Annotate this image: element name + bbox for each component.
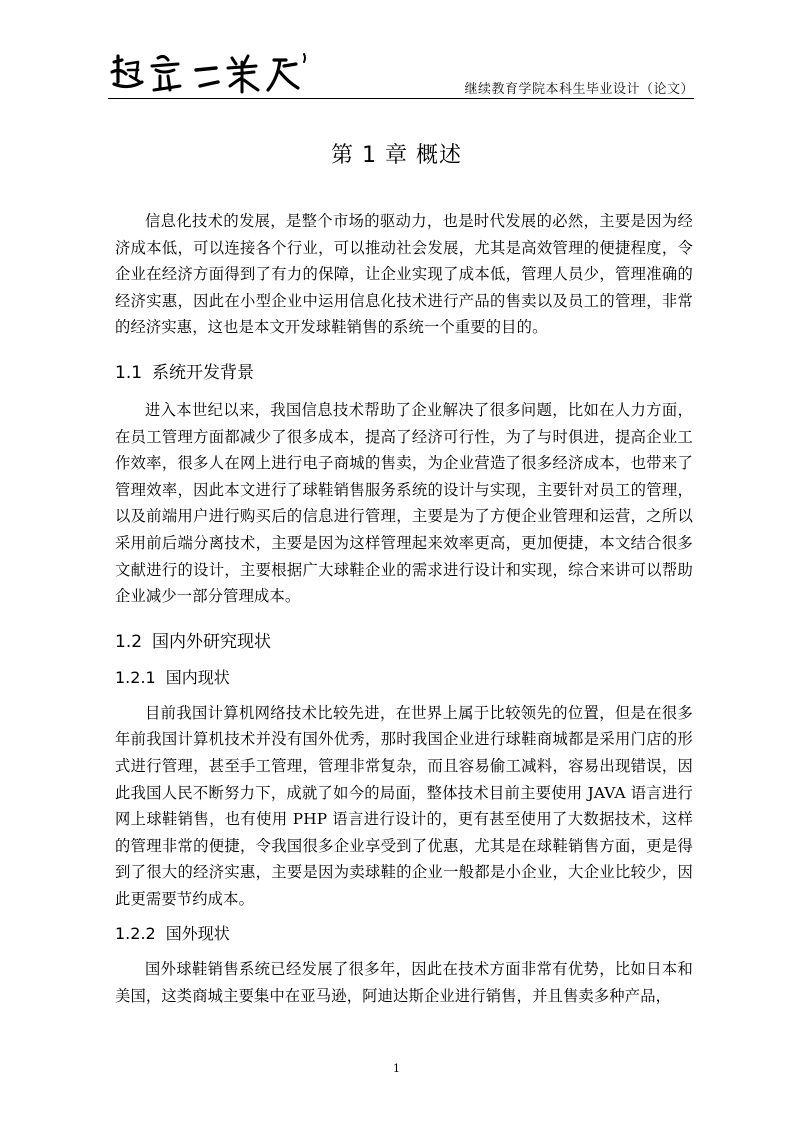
subsection-number: 1.2.2: [115, 924, 156, 944]
section-number: 1.1: [115, 362, 143, 383]
section-1-1-paragraph: 进入本世纪以来，我国信息技术帮助了企业解决了很多问题，比如在人力方面，在员工管理方面都减少了很多成本，提高了经济可行性，为了与时俱进，提高企业工作效率，很多人在网上进行电子商城的售卖，为企业营造了很多经济成本，也带来了管理效率，因此本文进行了球鞋销售服务系统的设计与实现，主要针对员工的管理，以及前端用户进行购买后的信息进行管理，主要是为了方便企业管理和运营，之所以采用前后端分离技术，主要是因为这样管理起来效率更高，更加便捷，本文结合很多文献进行的设计，主要根据广大球鞋企业的需求进行设计和实现，综合来讲可以帮助企业减少一部分管理成本。: [115, 400, 693, 606]
subsection-number: 1.2.1: [115, 667, 156, 687]
page-number: 1: [393, 1062, 400, 1075]
chapter-title: 第 1 章 概述: [331, 143, 462, 168]
subsection-title: 国外现状: [165, 924, 230, 944]
section-heading-1-1: [115, 361, 693, 385]
document-body: [115, 208, 693, 1010]
subsection-heading-1-2-2: [115, 922, 693, 946]
section-title: 系统开发背景: [152, 362, 255, 383]
section-1-2-1-paragraph: 目前我国计算机网络技术比较先进，在世界上属于比较领先的位置，但是在很多年前我国计算机技术并没有国外优秀，那时我国企业进行球鞋商城都是采用门店的形式进行管理，甚至手工管理，管理非常复杂，而且容易偷工减料，容易出现错误，因此我国人民不断努力下，成就了如今的局面，整体技术目前主要使用 JAVA 语言进行网上球鞋销售，也有使用 PHP 语言进行设计的，更有甚至使用了大数据技术，这样的管理非常的便捷，令我国很多企业享受到了优惠，尤其是在球鞋销售方面，更是得到了很大的经济实惠，主要是因为卖球鞋的企业一般都是小企业，大企业比较少，因此更需要节约成本。: [115, 703, 693, 908]
intro-paragraph: 信息化技术的发展，是整个市场的驱动力，也是时代发展的必然，主要是因为经济成本低，可以连接各个行业，可以推动社会发展，尤其是高效管理的便捷程度，令企业在经济方面得到了有力的保障，让企业实现了成本低，管理人员少，管理准确的经济实惠，因此在小型企业中运用信息化技术进行产品的售卖以及员工的管理，非常的经济实惠，这也是本文开发球鞋销售的系统一个重要的目的。: [115, 212, 693, 337]
section-number: 1.2: [115, 631, 143, 652]
section-1-2-2-paragraph: 国外球鞋销售系统已经发展了很多年，因此在技术方面非常有优势，比如日本和美国，这类商城主要集中在亚马逊，阿迪达斯企业进行销售，并且售卖多种产品，: [115, 960, 693, 1006]
section-heading-1-2: [115, 630, 693, 654]
calligraphy-logo-icon: [108, 52, 308, 96]
header-document-type: 继续教育学院本科生毕业设计（论文）: [464, 82, 694, 97]
header-rule: [108, 98, 694, 99]
subsection-title: 国内现状: [165, 667, 230, 687]
section-title: 国内外研究现状: [152, 631, 272, 652]
university-logo: [108, 52, 308, 96]
subsection-heading-1-2-1: [115, 666, 693, 690]
